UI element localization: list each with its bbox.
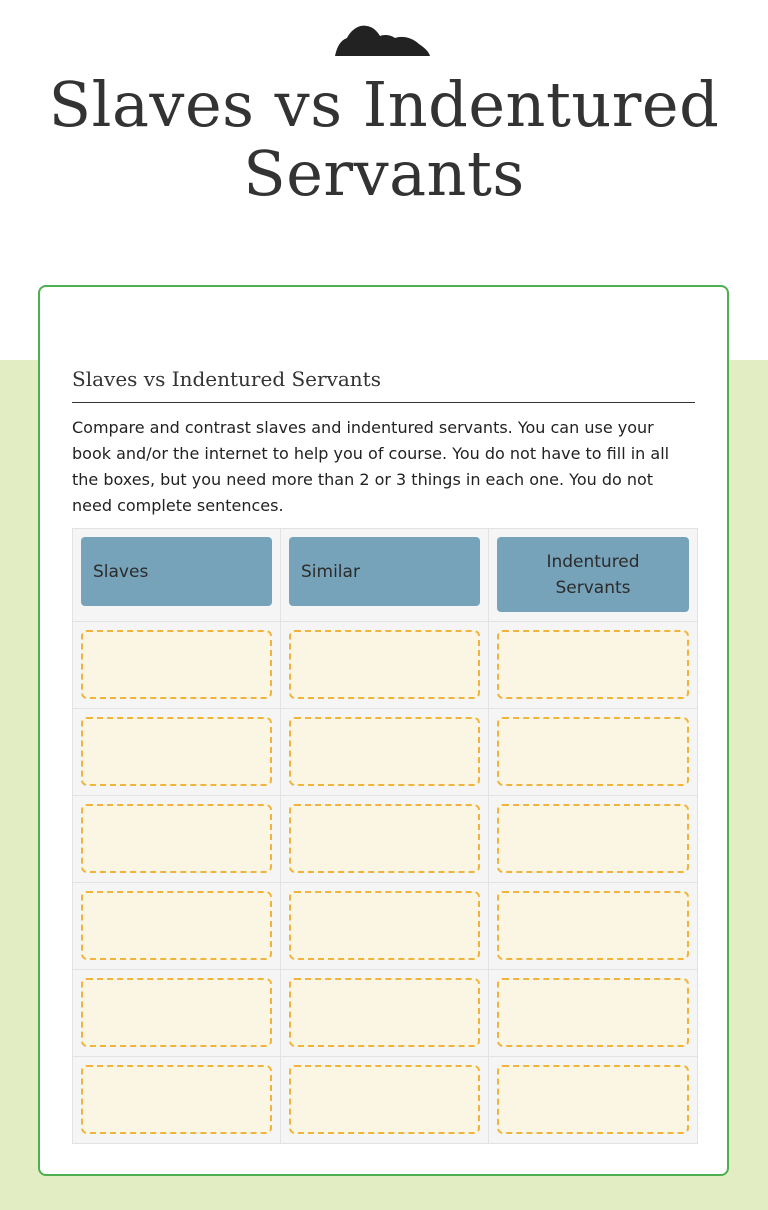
answer-input-slaves[interactable] (81, 630, 272, 699)
answer-input-similar[interactable] (289, 630, 480, 699)
section-title: Slaves vs Indentured Servants (72, 367, 695, 403)
table-cell (489, 709, 698, 796)
comparison-table (72, 528, 698, 1144)
answer-input-similar[interactable] (289, 717, 480, 786)
table-cell (73, 796, 281, 883)
answer-input-indentured[interactable] (497, 804, 689, 873)
column-header-cell (489, 529, 698, 622)
column-header-cell (281, 529, 489, 622)
answer-input-similar[interactable] (289, 978, 480, 1047)
column-header-indentured-servants: Indentured Servants (497, 537, 689, 612)
answer-input-similar[interactable] (289, 891, 480, 960)
worksheet-card (38, 285, 729, 1176)
logo-icon (333, 18, 433, 58)
answer-input-slaves[interactable] (81, 717, 272, 786)
column-header-slaves: Slaves (81, 537, 272, 606)
table-cell (489, 1057, 698, 1144)
table-cell (73, 970, 281, 1057)
table-cell (281, 883, 489, 970)
table-cell (489, 622, 698, 709)
answer-input-slaves[interactable] (81, 891, 272, 960)
answer-input-similar[interactable] (289, 804, 480, 873)
column-header-similar: Similar (289, 537, 480, 606)
table-cell (73, 622, 281, 709)
answer-input-similar[interactable] (289, 1065, 480, 1134)
answer-input-slaves[interactable] (81, 804, 272, 873)
table-cell (489, 970, 698, 1057)
table-cell (73, 883, 281, 970)
answer-input-indentured[interactable] (497, 630, 689, 699)
answer-input-slaves[interactable] (81, 1065, 272, 1134)
answer-input-indentured[interactable] (497, 891, 689, 960)
answer-input-slaves[interactable] (81, 978, 272, 1047)
answer-input-indentured[interactable] (497, 1065, 689, 1134)
table-cell (73, 709, 281, 796)
instructions-text: Compare and contrast slaves and indentured servants. You can use your book and/or the internet to help you of course. You do not have to fill in all the boxes, but you need more than 2 or 3 things in each one. You do not need complete sentences. (72, 418, 670, 515)
table-cell (281, 709, 489, 796)
table-cell (281, 622, 489, 709)
table-cell (281, 1057, 489, 1144)
table-cell (489, 796, 698, 883)
table-cell (281, 970, 489, 1057)
table-cell (73, 1057, 281, 1144)
page-title: Slaves vs Indentured Servants (48, 68, 720, 210)
answer-input-indentured[interactable] (497, 717, 689, 786)
answer-input-indentured[interactable] (497, 978, 689, 1047)
column-header-cell (73, 529, 281, 622)
table-cell (281, 796, 489, 883)
table-cell (489, 883, 698, 970)
